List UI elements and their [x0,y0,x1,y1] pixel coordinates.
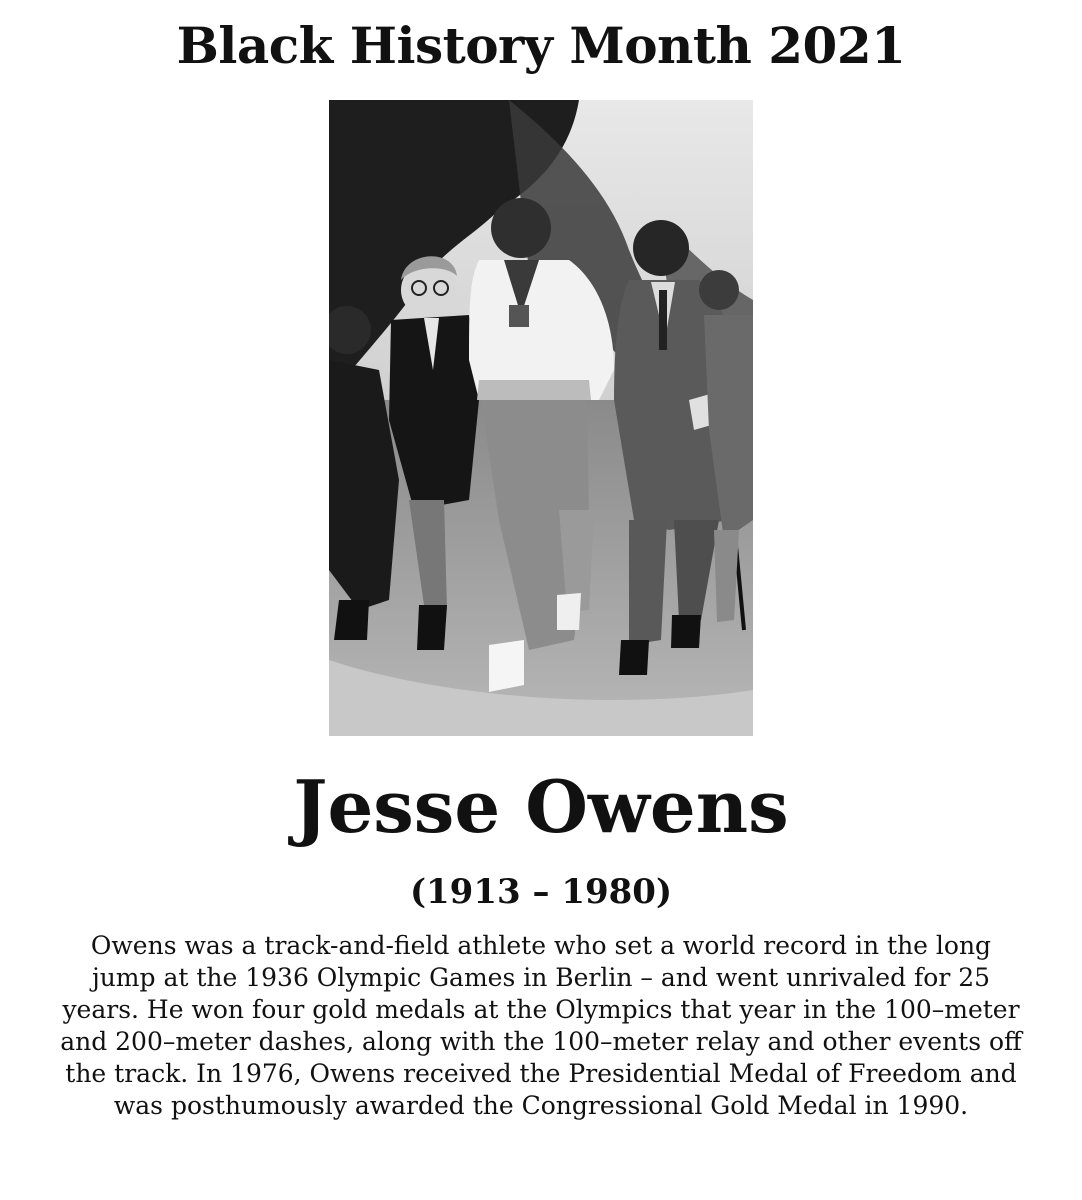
page-title: Black History Month 2021 [176,16,906,75]
life-dates: (1913 – 1980) [409,872,673,912]
historic-photo-icon [329,100,753,736]
biography-text: Owens was a track-and-field athlete who set a world record in the long jump at the 1936 Olympic Games in Berlin – and went unrivaled for 25 years. He won four gold medals at the Olympics that year in the 100–meter and 200–meter dashes, along with the 100–meter relay and other events off the track. In 1976, Owens received the Presidential Medal of Freedom and was posthumously awarded the Congressional Gold Medal in 1990. [60,931,1022,1120]
person-name: Jesse Owens [293,764,789,849]
historic-photo [329,100,753,736]
